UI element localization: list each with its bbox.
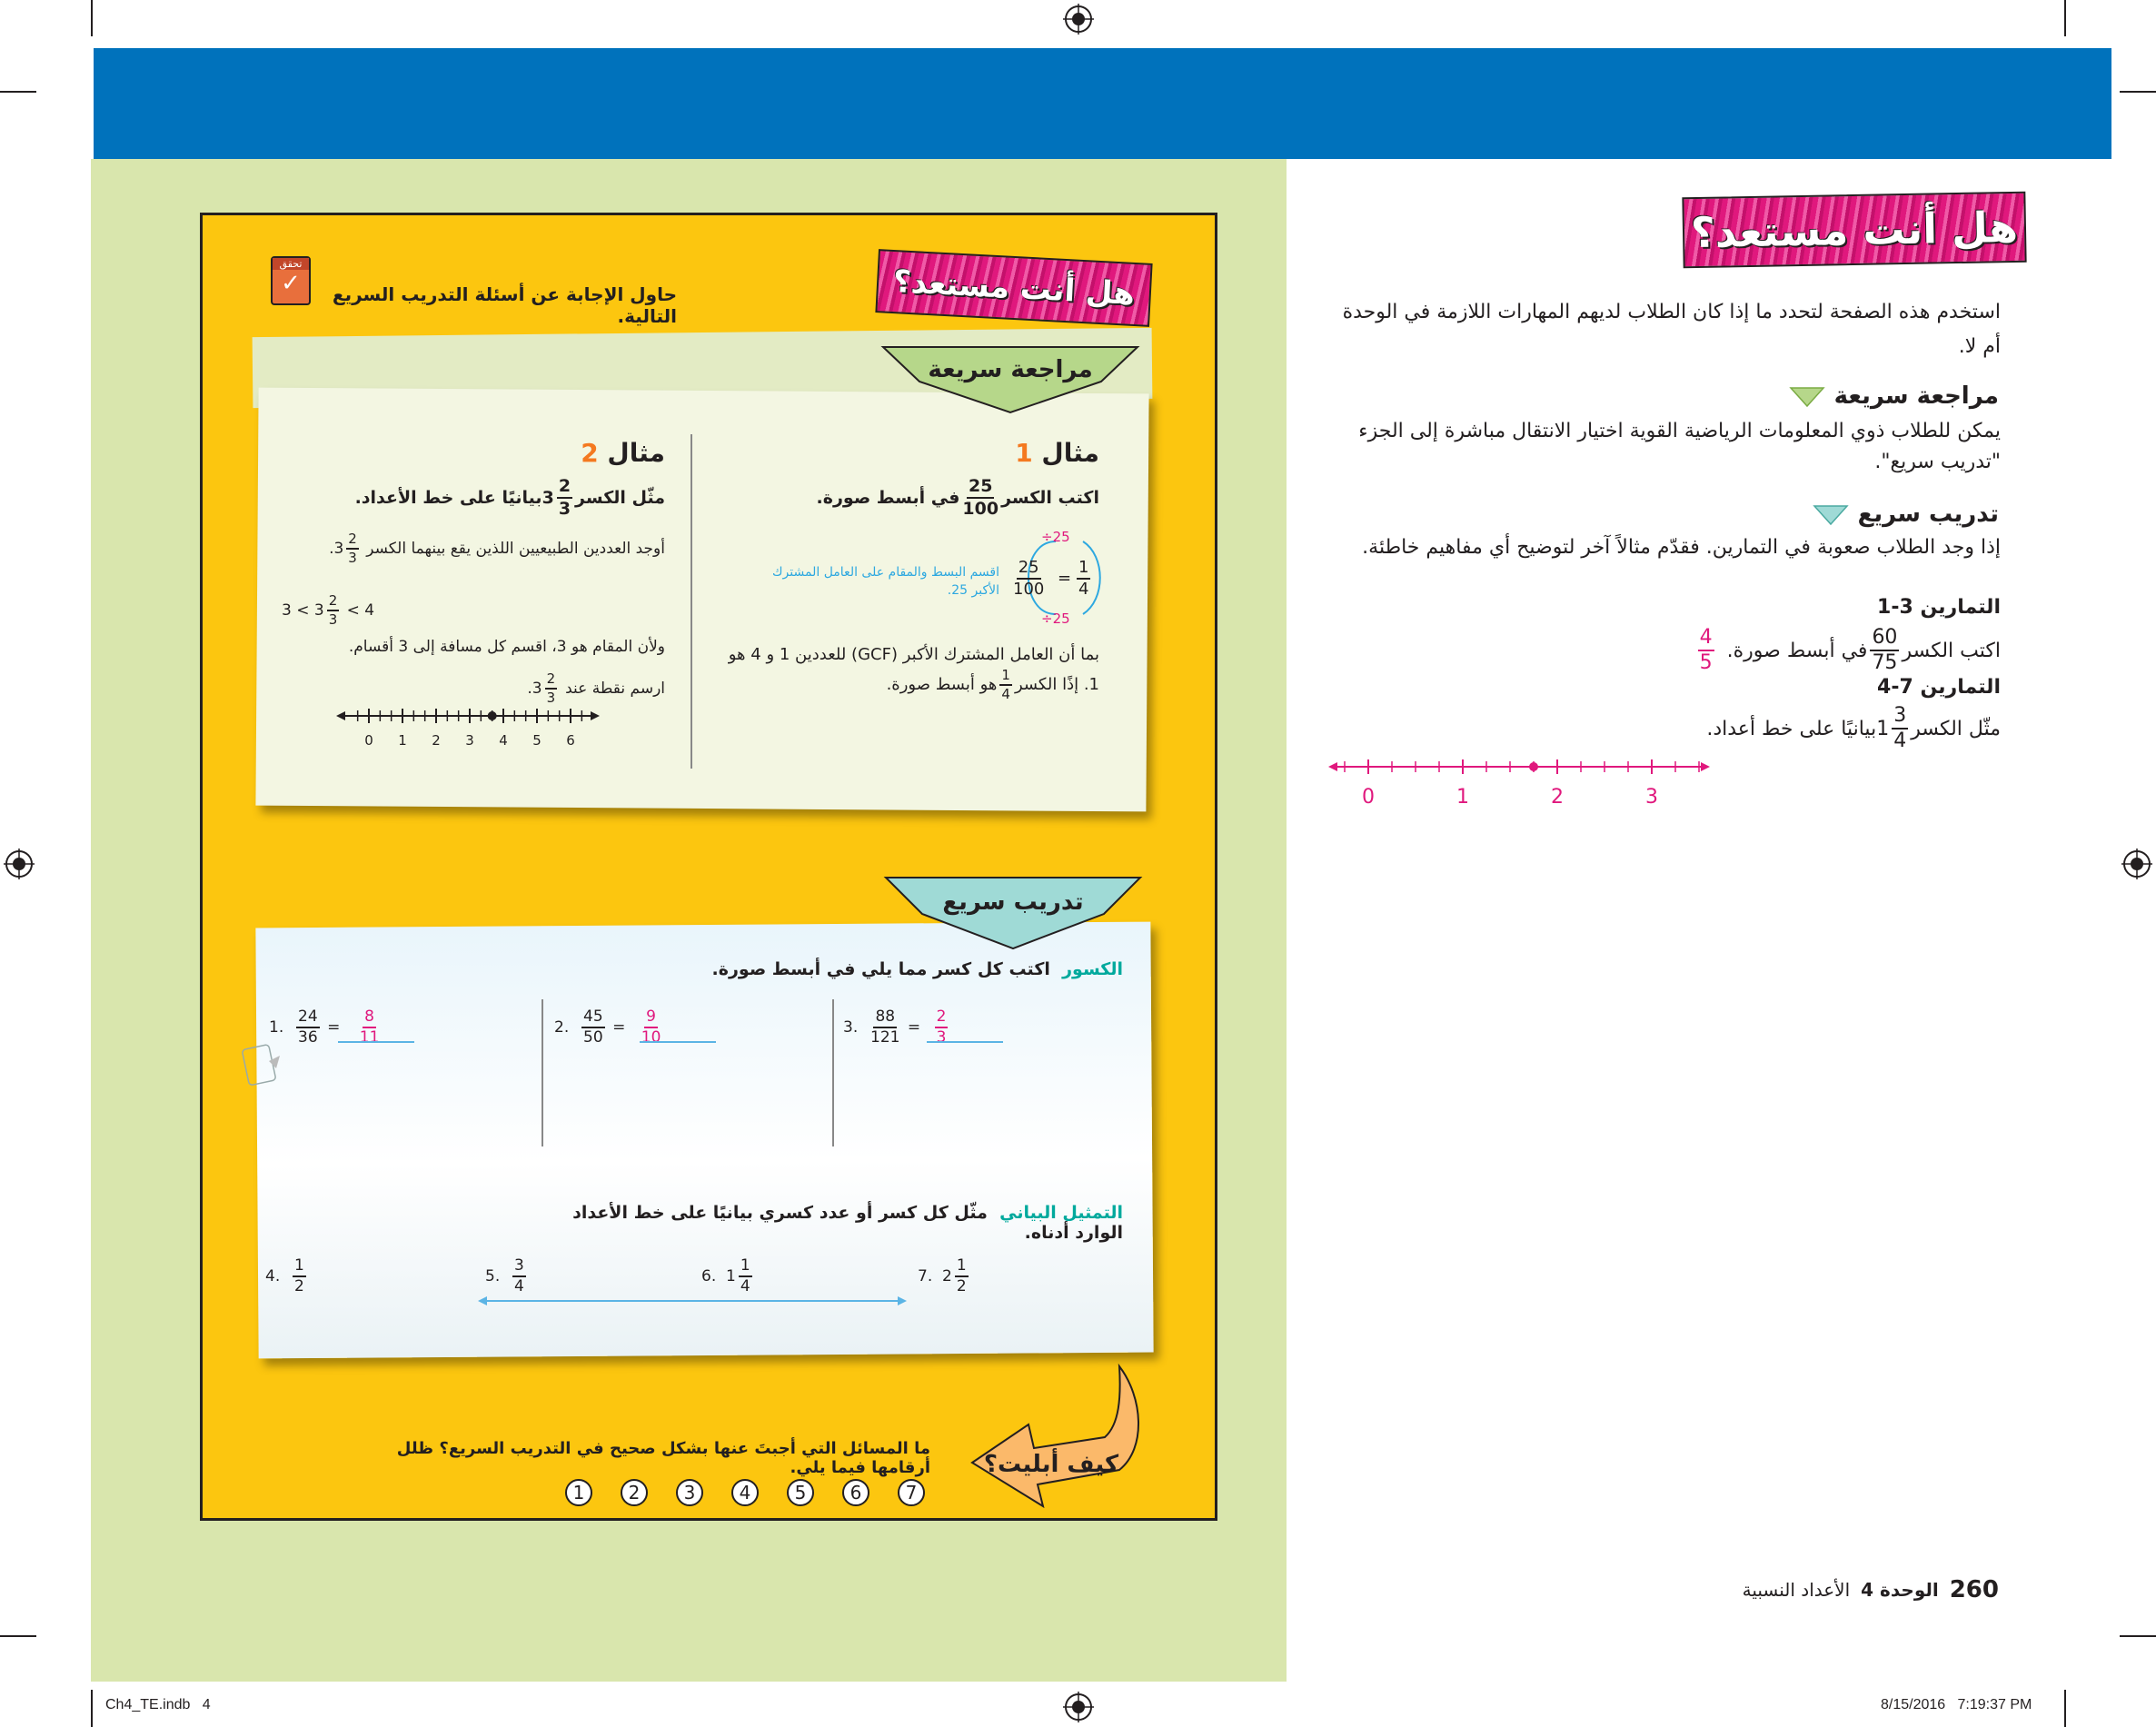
example2-step2: ولأن المقام هو 3، اقسم كل مسافة إلى 3 أقسام. bbox=[348, 638, 665, 656]
unit-title: الأعداد النسبية bbox=[1742, 1579, 1851, 1601]
side-number-line bbox=[1328, 745, 1710, 818]
practice-banner: تدريب سريع bbox=[877, 865, 1149, 952]
howdid-arrow-icon bbox=[965, 1361, 1147, 1508]
fractions-instruction: الكسور اكتب كل كسر مما يلي في أبسط صورة. bbox=[711, 959, 1123, 979]
practice-number-line[interactable] bbox=[476, 1290, 909, 1312]
result-circle-1[interactable]: 1 bbox=[565, 1479, 592, 1506]
example1-work: ÷25 ÷25 $\frac{25}{100}$ = $\frac{1}{4}$ bbox=[1001, 529, 1101, 629]
tick-label: 3 bbox=[465, 732, 474, 749]
ex13-heading: التمارين 3-1 bbox=[1877, 596, 2001, 619]
practice-text: إذا وجد الطلاب صعوبة في التمارين. فقدّم مثالاً آخر لتوضيح أي مفاهيم خاطئة. bbox=[1362, 536, 2001, 559]
example2-prompt: مثّل الكسر 3 $\frac{2}{3}$ بيانيًا على خط الأعداد. bbox=[354, 476, 665, 519]
tick-label: 3 bbox=[1645, 786, 1658, 809]
plotted-point bbox=[488, 711, 497, 720]
result-circle-5[interactable]: 5 bbox=[787, 1479, 814, 1506]
tick-label: 0 bbox=[364, 732, 373, 749]
registration-mark-icon bbox=[1063, 4, 1094, 35]
crop-mark bbox=[91, 1690, 93, 1727]
tick-label: 5 bbox=[532, 732, 541, 749]
answer-line-3[interactable] bbox=[927, 1041, 1003, 1043]
ex13-line: اكتب الكسر $\frac{60}{75}$ في أبسط صورة. $\frac{4}{5}$ bbox=[1699, 626, 2001, 674]
crop-mark bbox=[2120, 91, 2156, 93]
ex47-heading: التمارين 7-4 bbox=[1877, 676, 2001, 699]
review-arrow-icon bbox=[1789, 384, 1825, 408]
axis-arrow-left bbox=[336, 711, 345, 720]
ex13-answer: $\frac{4}{5}$ bbox=[1699, 626, 1713, 674]
side-title: هل أنت مستعد؟ bbox=[1682, 192, 2026, 269]
problem-3: 3. $\frac{88}{121}$ = $\frac{2}{3}$ bbox=[843, 1007, 947, 1047]
practice-arrow-icon bbox=[1813, 502, 1849, 526]
tick-label: 2 bbox=[432, 732, 441, 749]
registration-mark-icon bbox=[2121, 849, 2152, 879]
tick-label: 4 bbox=[499, 732, 508, 749]
intro-text: استخدم هذه الصفحة لتحدد ما إذا كان الطلاب لديهم المهارات اللازمة في الوحدة أم لا. bbox=[1342, 301, 2001, 358]
box-title: هل أنت مستعد؟ bbox=[875, 249, 1152, 327]
tick-label: 0 bbox=[1362, 786, 1375, 809]
review-banner: مراجعة سريعة bbox=[874, 336, 1147, 416]
problem-2: 2. $\frac{45}{50}$ = $\frac{9}{10}$ bbox=[554, 1007, 661, 1047]
plotted-point bbox=[1529, 762, 1538, 771]
column-divider bbox=[832, 999, 834, 1146]
crop-mark bbox=[2064, 0, 2066, 36]
tick-label: 1 bbox=[1456, 786, 1469, 809]
graph-item-4: 4. $\frac{1}{2}$ bbox=[265, 1256, 304, 1295]
example1-heading: مثال 1 bbox=[1015, 438, 1099, 468]
crop-mark bbox=[0, 1635, 36, 1637]
example1-note: اقسم البسط والمقام على العامل المشترك الأكبر 25. bbox=[772, 565, 999, 598]
check-label: تحقق bbox=[273, 258, 309, 270]
header-bar bbox=[94, 48, 2111, 159]
crop-mark bbox=[2120, 1635, 2156, 1637]
result-circle-4[interactable]: 4 bbox=[731, 1479, 759, 1506]
axis-arrow-left bbox=[1328, 762, 1337, 771]
example2-heading: مثال 2 bbox=[581, 438, 665, 468]
column-divider bbox=[541, 999, 543, 1146]
crop-mark bbox=[0, 91, 36, 93]
registration-mark-icon bbox=[4, 849, 35, 879]
check-badge bbox=[271, 256, 311, 305]
checkmark-icon: ✓ bbox=[281, 270, 301, 297]
ex13-fraction: $\frac{60}{75}$ bbox=[1872, 626, 1898, 674]
registration-mark-icon bbox=[1063, 1692, 1094, 1722]
graph-instruction: التمثيل البياني مثّل كل كسر أو عدد كسري بيانيًا على خط الأعداد الوارد أدناه. bbox=[572, 1203, 1123, 1243]
tick-label: 1 bbox=[398, 732, 407, 749]
example1-prompt: اكتب الكسر $\frac{25}{100}$ في أبسط صورة. bbox=[816, 476, 1099, 519]
graph-item-6: 6. 1 $\frac{1}{4}$ bbox=[701, 1256, 750, 1295]
file-info: Ch4_TE.indb 4 bbox=[105, 1697, 211, 1712]
graph-item-5: 5. $\frac{3}{4}$ bbox=[485, 1256, 524, 1295]
review-heading: مراجعة سريعة bbox=[1545, 380, 1999, 412]
howdid-text: ما المسائل التي أجبتَ عنها بشكل صحيح في التدريب السريع؟ ظلل أرقامها فيما يلي. bbox=[396, 1439, 930, 1477]
column-divider bbox=[691, 434, 692, 769]
example1-conclusion: بما أن العامل المشترك الأكبر (GCF) للعددين 1 و 4 هو 1. إذًا الكسر $\frac{1}{4}$ هو أبسط صورة. bbox=[728, 645, 1099, 702]
result-circle-2[interactable]: 2 bbox=[621, 1479, 648, 1506]
crop-mark bbox=[2064, 1690, 2066, 1727]
graph-item-7: 7. 2 $\frac{1}{2}$ bbox=[918, 1256, 967, 1295]
axis-arrow-right bbox=[591, 711, 600, 720]
ex47-line: مثّل الكسر 1 $\frac{3}{4}$ بيانيًا على خط أعداد. bbox=[1706, 704, 2001, 752]
answer-line-1[interactable] bbox=[338, 1041, 414, 1043]
page-number: 260 bbox=[1949, 1576, 1999, 1603]
result-circle-6[interactable]: 6 bbox=[842, 1479, 869, 1506]
crop-mark bbox=[91, 0, 93, 36]
tick-label: 6 bbox=[566, 732, 575, 749]
box-instruction: حاول الإجابة عن أسئلة التدريب السريع التالية. bbox=[332, 283, 677, 327]
print-date: 8/15/2016 7:19:37 PM bbox=[1881, 1697, 2032, 1712]
axis-arrow-right bbox=[1701, 762, 1710, 771]
problem-1: 1. $\frac{24}{36}$ = $\frac{8}{11}$ bbox=[269, 1007, 380, 1047]
page-curl-icon bbox=[242, 1043, 282, 1088]
review-text: يمكن للطلاب ذوي المعلومات الرياضية القوية اختيار الانتقال مباشرة إلى الجزء "تدريب سريع". bbox=[1358, 420, 2001, 473]
result-circle-7[interactable]: 7 bbox=[898, 1479, 925, 1506]
tick-label: 2 bbox=[1551, 786, 1564, 809]
answer-line-2[interactable] bbox=[640, 1041, 716, 1043]
howdid-banner: كيف أبليت؟ bbox=[965, 1361, 1147, 1508]
example2-step3: ارسم نقطة عند 3 $\frac{2}{3}$ . bbox=[527, 670, 665, 706]
example2-number-line bbox=[336, 701, 600, 752]
example2-step1: أوجد العددين الطبيعيين اللذين يقع بينهما الكسر 3 $\frac{2}{3}$ . bbox=[329, 531, 665, 566]
ex47-fraction: $\frac{3}{4}$ bbox=[1893, 704, 1907, 752]
unit-label: الوحدة 4 bbox=[1861, 1579, 1939, 1601]
result-circle-3[interactable]: 3 bbox=[676, 1479, 703, 1506]
practice-heading: تدريب سريع bbox=[1545, 498, 1999, 531]
page-footer bbox=[1708, 1572, 1999, 1608]
example2-inequality: 3 < 3 $\frac{2}{3}$ < 4 bbox=[282, 592, 375, 628]
